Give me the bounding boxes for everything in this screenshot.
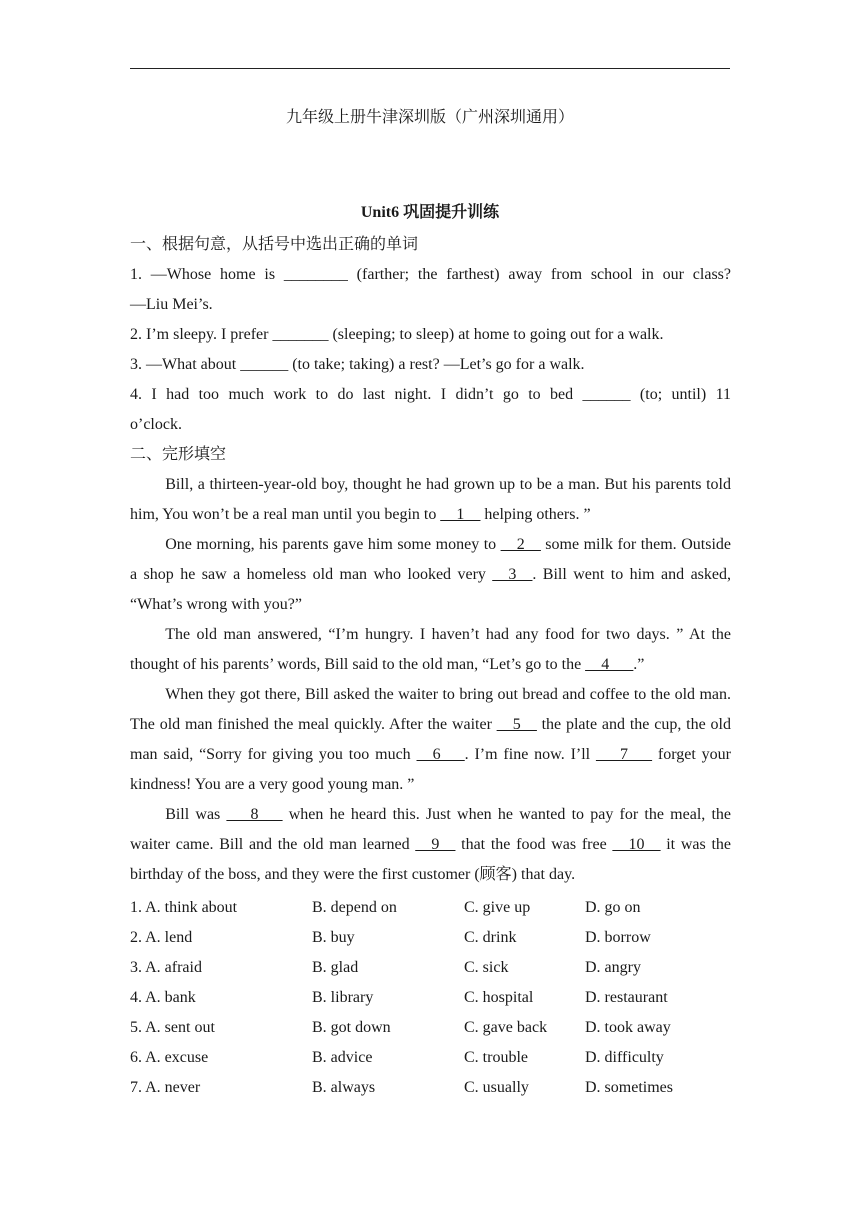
option-a: 5. A. sent out bbox=[130, 1019, 215, 1036]
option-b: B. always bbox=[312, 1079, 376, 1096]
blank-5: __5__ bbox=[496, 716, 537, 733]
option-d: D. restaurant bbox=[585, 989, 668, 1006]
option-b: B. buy bbox=[312, 929, 355, 946]
option-row-5 bbox=[130, 1013, 731, 1043]
option-d: D. difficulty bbox=[585, 1049, 664, 1066]
section1-heading: 一、根据句意，从括号中选出正确的单词 bbox=[130, 236, 419, 253]
option-row-1 bbox=[130, 893, 731, 923]
question-1-line2: —Liu Mei’s. bbox=[130, 296, 213, 313]
header-rule bbox=[130, 68, 730, 69]
page-header: 九年级上册牛津深圳版（广州深圳通用） bbox=[285, 109, 574, 126]
passage-paragraph-1: Bill, a thirteen-year-old boy, thought he had grown up to be a man. But his parents told him, You won’t be a real man until you begin to __1__ helping others. ” bbox=[130, 476, 731, 523]
option-c: C. sick bbox=[464, 959, 509, 976]
option-b: B. library bbox=[312, 989, 374, 1006]
question-4-line1: 4. I had too much work to do last night. I didn’t go to bed ______ (to; until) 11 bbox=[130, 386, 731, 403]
option-c: C. hospital bbox=[464, 989, 534, 1006]
option-c: C. gave back bbox=[464, 1019, 548, 1036]
question-4-line2: o’clock. bbox=[130, 416, 182, 433]
option-row-3 bbox=[130, 953, 731, 983]
worksheet-body bbox=[130, 230, 731, 1103]
option-d: D. borrow bbox=[585, 929, 651, 946]
passage-paragraph-2: One morning, his parents gave him some money to __2__ some milk for them. Outside a shop he saw a homeless old man who looked very __3__. Bill went to him and asked, “What’s wrong with you?” bbox=[130, 536, 732, 613]
blank-7: ___7___ bbox=[596, 746, 652, 763]
option-a: 2. A. lend bbox=[130, 929, 193, 946]
option-c: C. drink bbox=[464, 929, 517, 946]
option-c: C. give up bbox=[464, 899, 531, 916]
question-2: 2. I’m sleepy. I prefer _______ (sleeping; to sleep) at home to going out for a walk. bbox=[130, 326, 664, 343]
passage-paragraph-4: When they got there, Bill asked the waiter to bring out bread and coffee to the old man. The old man finished the meal quickly. After the waiter __5__ the plate and the cup, the old man said, “Sorry for giving you too much __6___. I’m fine now. I’ll ___7___ forget your kindness! You are a very good young man. ” bbox=[130, 686, 732, 793]
option-b: B. depend on bbox=[312, 899, 397, 916]
option-a: 4. A. bank bbox=[130, 989, 196, 1006]
option-d: D. sometimes bbox=[585, 1079, 673, 1096]
blank-2: __2__ bbox=[500, 536, 541, 553]
blank-8: ___8___ bbox=[226, 806, 283, 823]
blank-1: __1__ bbox=[440, 506, 481, 523]
option-b: B. got down bbox=[312, 1019, 391, 1036]
option-a: 3. A. afraid bbox=[130, 959, 202, 976]
passage-paragraph-5: Bill was ___8___ when he heard this. Just when he wanted to pay for the meal, the waiter came. Bill and the old man learned __9__ that the food was free __10__ it was the birthday of the boss, and they were the first customer (顾客) that day. bbox=[130, 806, 732, 883]
option-d: D. angry bbox=[585, 959, 641, 976]
question-1-line1: 1. —Whose home is ________ (farther; the farthest) away from school in our class? bbox=[130, 266, 731, 283]
question-3: 3. —What about ______ (to take; taking) a rest? —Let’s go for a walk. bbox=[130, 356, 585, 373]
option-a: 7. A. never bbox=[130, 1079, 201, 1096]
blank-10: __10__ bbox=[612, 836, 661, 853]
section2-heading: 二、完形填空 bbox=[130, 446, 227, 463]
option-row-7 bbox=[130, 1073, 731, 1103]
blank-6: __6___ bbox=[416, 746, 465, 763]
option-row-6 bbox=[130, 1043, 731, 1073]
blank-3: __3__ bbox=[492, 566, 533, 583]
option-a: 1. A. think about bbox=[130, 899, 238, 916]
option-c: C. trouble bbox=[464, 1049, 528, 1066]
option-c: C. usually bbox=[464, 1079, 529, 1096]
page-title: Unit6 巩固提升训练 bbox=[360, 204, 500, 221]
option-a: 6. A. excuse bbox=[130, 1049, 209, 1066]
option-b: B. advice bbox=[312, 1049, 373, 1066]
option-d: D. took away bbox=[585, 1019, 671, 1036]
answer-options bbox=[130, 893, 731, 1103]
option-row-4 bbox=[130, 983, 731, 1013]
blank-4: __4___ bbox=[585, 656, 634, 673]
blank-9: __9__ bbox=[415, 836, 456, 853]
option-b: B. glad bbox=[312, 959, 359, 976]
option-row-2 bbox=[130, 923, 731, 953]
option-d: D. go on bbox=[585, 899, 641, 916]
passage-paragraph-3: The old man answered, “I’m hungry. I haven’t had any food for two days. ” At the thought of his parents’ words, Bill said to the old man, “Let’s go to the __4___.” bbox=[130, 626, 731, 673]
